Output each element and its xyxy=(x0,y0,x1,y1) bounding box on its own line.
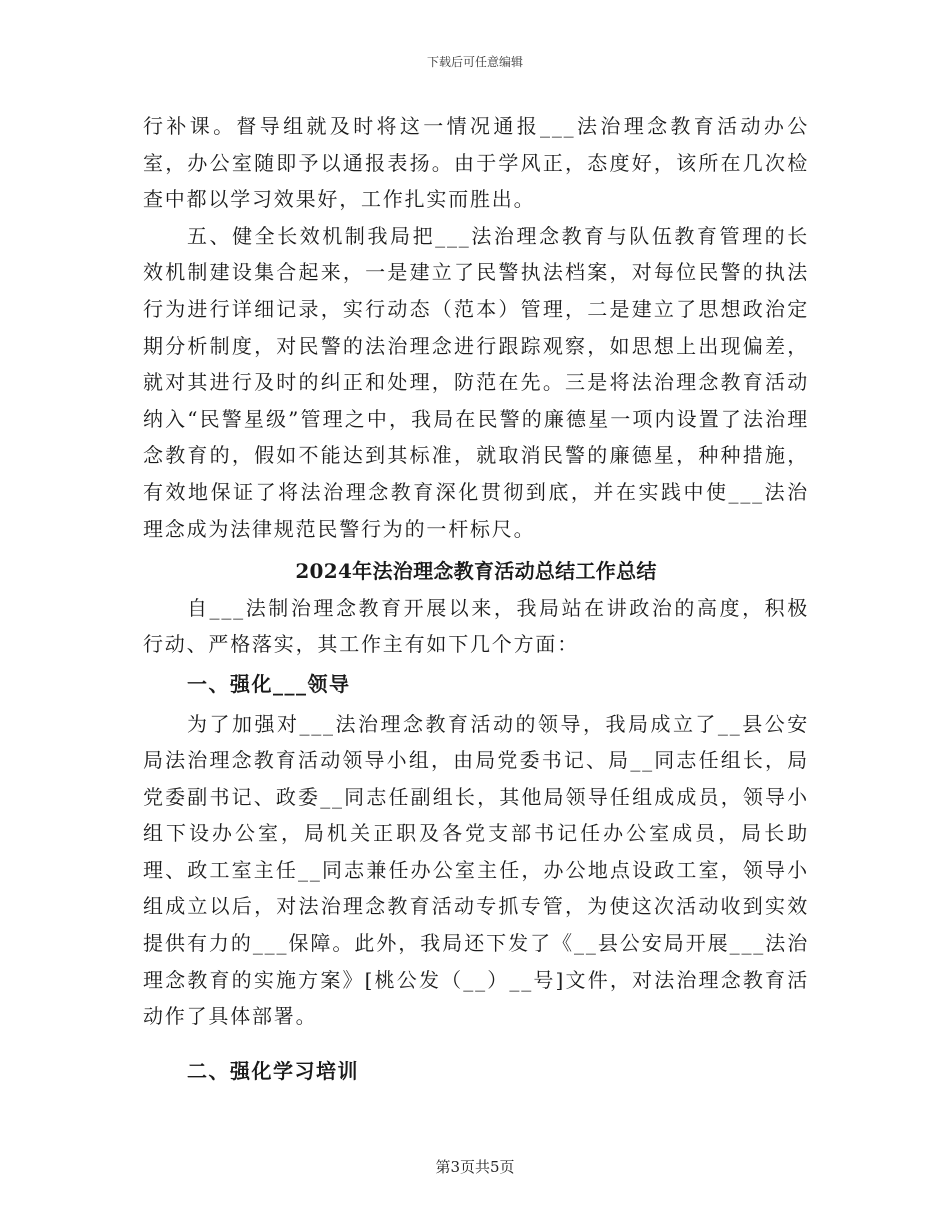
paragraph-3: 自___法制治理念教育开展以来，我局站在讲政治的高度，积极行动、严格落实，其工作主有如下几个方面： xyxy=(143,595,809,657)
page-header: 下载后可任意编辑 xyxy=(426,55,523,69)
page-footer: 第3页共5页 xyxy=(435,1158,515,1176)
paragraph-4: 为了加强对___法治理念教育活动的领导，我局成立了__县公安局法治理念教育活动领导小组，由局党委书记、局__同志任组长，局党委副书记、政委__同志任副组长，其他局领导任组成成员，领导小组下设办公室，局机关正职及各党支部书记任办公室成员，局长助理、政工室主任__同志兼任办公室主任，办公地点设政工室，领导小组成立以后，对法治理念教育活动专抓专管，为使这次活动收到实效提供有力的___保障。此外，我局还下发了《__县公安局开展___法治理念教育的实施方案》[桃公发（__）__号]文件，对法治理念教育活动作了具体部署。 xyxy=(143,711,809,1029)
section-title: 2024年法治理念教育活动总结工作总结 xyxy=(295,559,657,584)
heading-2: 二、强化学习培训 xyxy=(187,1058,359,1083)
document-body xyxy=(143,108,809,1092)
paragraph-2: 五、健全长效机制我局把___法治理念教育与队伍教育管理的长效机制建设集合起来，一是建立了民警执法档案，对每位民警的执法行为进行详细记录，实行动态（范本）管理，二是建立了思想政治定期分析制度，对民警的法治理念进行跟踪观察，如思想上出现偏差，就对其进行及时的纠正和处理，防范在先。三是将法治理念教育活动纳入“民警星级”管理之中，我局在民警的廉德星一项内设置了法治理念教育的，假如不能达到其标准，就取消民警的廉德星，种种措施，有效地保证了将法治理念教育深化贯彻到底，并在实践中使___法治理念成为法律规范民警行为的一杆标尺。 xyxy=(143,223,809,541)
paragraph-1: 行补课。督导组就及时将这一情况通报___法治理念教育活动办公室，办公室随即予以通报表扬。由于学风正，态度好，该所在几次检查中都以学习效果好，工作扎实而胜出。 xyxy=(143,114,809,212)
heading-1: 一、强化___领导 xyxy=(187,671,351,696)
